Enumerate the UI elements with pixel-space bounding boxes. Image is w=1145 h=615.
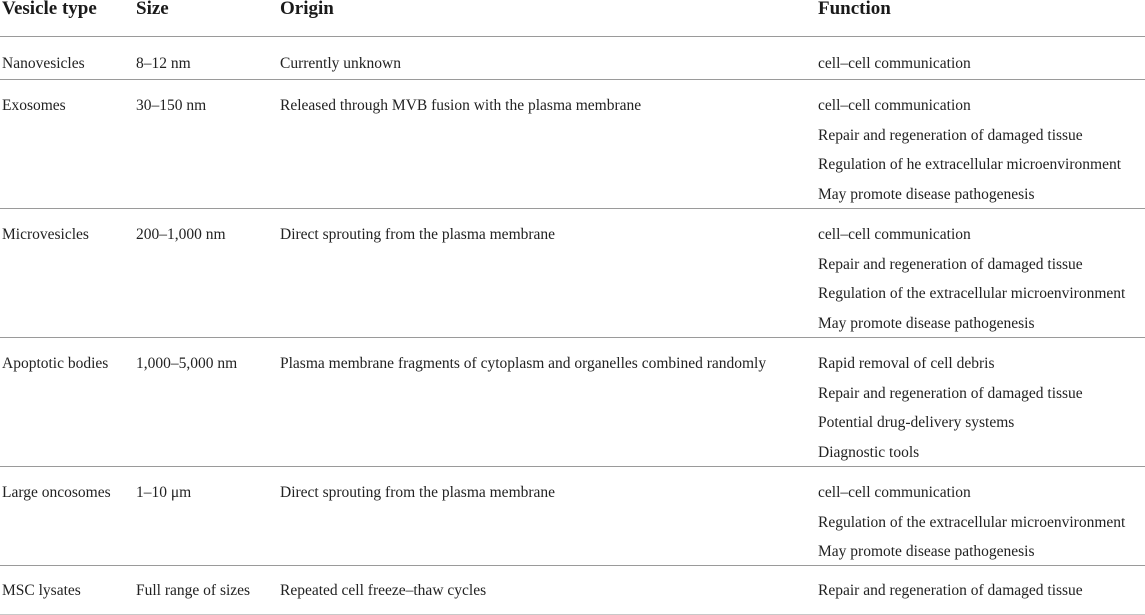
header-vesicle-type: Vesicle type (2, 0, 97, 19)
function-cell (818, 49, 971, 79)
vesicle-type-cell: Large oncosomes (2, 484, 111, 501)
vesicle-type-cell: MSC lysates (2, 582, 81, 599)
function-item: May promote disease pathogenesis (818, 314, 1035, 332)
table-row (0, 209, 1145, 338)
function-item: Diagnostic tools (818, 443, 920, 461)
origin-cell: Direct sprouting from the plasma membrane (280, 484, 556, 501)
function-item: Repair and regeneration of damaged tissue (818, 384, 1083, 402)
function-cell (818, 576, 1083, 606)
vesicle-type-cell: Nanovesicles (2, 55, 85, 72)
vesicle-type-cell: Exosomes (2, 97, 66, 114)
origin-cell: Released through MVB fusion with the plasma membrane (280, 97, 642, 114)
function-cell (818, 91, 1121, 209)
function-item: cell–cell communication (818, 484, 971, 501)
table-row (0, 338, 1145, 467)
function-cell (818, 349, 1083, 467)
origin-cell: Direct sprouting from the plasma membrane (280, 226, 556, 243)
header-size: Size (136, 0, 169, 19)
function-item: Rapid removal of cell debris (818, 355, 995, 372)
size-cell: 8–12 nm (136, 55, 191, 72)
table-row (0, 467, 1145, 566)
size-cell: 30–150 nm (136, 97, 207, 114)
vesicle-type-cell: Microvesicles (2, 226, 89, 243)
function-item: May promote disease pathogenesis (818, 185, 1035, 203)
function-item: Regulation of the extracellular microenvironment (818, 513, 1126, 531)
size-cell: Full range of sizes (136, 582, 251, 599)
size-cell: 1,000–5,000 nm (136, 355, 238, 372)
size-cell: 1–10 μm (136, 484, 192, 501)
table-row (0, 37, 1145, 80)
function-item: Regulation of he extracellular microenvironment (818, 156, 1121, 173)
table-row (0, 80, 1145, 209)
origin-cell: Plasma membrane fragments of cytoplasm and organelles combined randomly (280, 355, 767, 372)
function-item: Regulation of the extracellular microenvironment (818, 285, 1126, 302)
header-function: Function (818, 0, 891, 19)
table-header (0, 0, 1145, 37)
function-item: Potential drug-delivery systems (818, 414, 1015, 431)
header-origin: Origin (280, 0, 334, 19)
function-cell (818, 478, 1125, 567)
function-item: Repair and regeneration of damaged tissue (818, 582, 1083, 599)
vesicle-type-cell: Apoptotic bodies (2, 355, 109, 372)
function-item: May promote disease pathogenesis (818, 543, 1035, 560)
table-row (0, 566, 1145, 615)
function-item: Repair and regeneration of damaged tissue (818, 126, 1083, 144)
function-item: cell–cell communication (818, 97, 971, 114)
function-cell (818, 220, 1125, 338)
origin-cell: Repeated cell freeze–thaw cycles (280, 582, 487, 599)
function-item: Repair and regeneration of damaged tissue (818, 255, 1083, 273)
function-item: cell–cell communication (818, 226, 971, 243)
origin-cell: Currently unknown (280, 55, 401, 72)
function-item: cell–cell communication (818, 55, 971, 72)
size-cell: 200–1,000 nm (136, 226, 226, 243)
